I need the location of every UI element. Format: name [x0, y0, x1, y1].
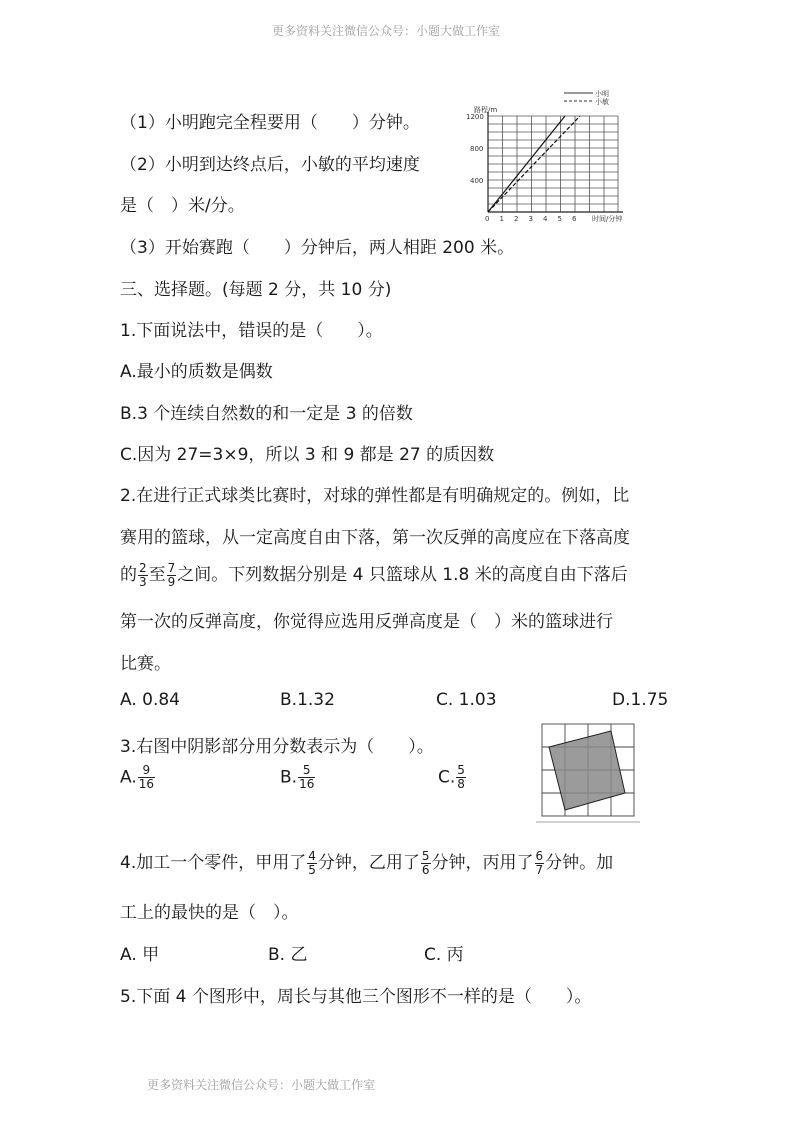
q4-text-mid1: 分钟，乙用了 [317, 853, 420, 873]
x-tick-0: 0 [485, 215, 490, 223]
fraction-5-6: $\frac{5}{6}$ [421, 848, 430, 877]
fraction-9-16: $\frac{9}{16}$ [138, 763, 155, 791]
q1-option-b: B.3 个连续自然数的和一定是 3 的倍数 [120, 404, 413, 424]
q2-option-b: B.1.32 [280, 690, 335, 710]
x-tick-1: 1 [499, 215, 504, 223]
bottom-watermark: 更多资料关注微信公众号：小题大做工作室 [147, 1078, 376, 1092]
q2-option-d: D.1.75 [612, 690, 669, 710]
legend-label-xiaoming: 小明 [595, 90, 609, 98]
x-tick-6: 6 [572, 215, 577, 223]
x-axis-label: 时间/分钟 [592, 215, 623, 223]
q5-stem: 5.下面 4 个图形中，周长与其他三个图形不一样的是（ ）。 [120, 987, 592, 1007]
y-tick-1200: 1200 [466, 113, 484, 121]
q3-a-label: A. [120, 767, 137, 788]
fraction-6-7: $\frac{6}{7}$ [535, 848, 544, 877]
q2-line-5: 比赛。 [120, 654, 171, 674]
q2-line-1: 2.在进行正式球类比赛时，对球的弹性都是有明确规定的。例如，比 [120, 486, 630, 506]
q1-option-a: A.最小的质数是偶数 [120, 362, 273, 382]
q4-text-pre: 4.加工一个零件，甲用了 [120, 853, 307, 873]
q4-line-2: 工上的最快的是（ ）。 [120, 903, 299, 923]
legend-label-xiaomin: 小敏 [595, 98, 609, 106]
q2-text-pre: 的 [120, 565, 137, 585]
fraction-2-3: $\frac{2}{3}$ [139, 560, 147, 589]
q3-option-b [280, 764, 316, 791]
graph-question-1: （1）小明跑完全程要用（ ）分钟。 [120, 113, 420, 133]
q4-option-b: B. 乙 [268, 945, 308, 965]
q2-option-a: A. 0.84 [120, 690, 180, 710]
x-tick-2: 2 [514, 215, 519, 223]
q4-text-mid2: 分钟，丙用了 [431, 853, 534, 873]
section-3-title: 三、选择题。(每题 2 分，共 10 分) [120, 280, 392, 300]
q4-line-1 [120, 848, 613, 877]
q2-line-4: 第一次的反弹高度，你觉得应选用反弹高度是（ ）米的篮球进行 [120, 612, 613, 632]
y-tick-800: 800 [470, 145, 484, 153]
fraction-5-8: $\frac{5}{8}$ [457, 763, 465, 791]
y-tick-400: 400 [470, 177, 484, 185]
q1-stem: 1.下面说法中，错误的是（ ）。 [120, 321, 383, 341]
graph-question-3: （3）开始赛跑（ ）分钟后，两人相距 200 米。 [120, 238, 515, 258]
q1-option-c: C.因为 27=3×9，所以 3 和 9 都是 27 的质因数 [120, 445, 495, 465]
shaded-square-figure [536, 722, 640, 824]
q4-text-post: 分钟。加 [545, 853, 614, 873]
q3-b-label: B. [280, 767, 298, 788]
fraction-7-9: $\frac{7}{9}$ [167, 560, 176, 589]
q2-text-post: 之间。下列数据分别是 4 只篮球从 1.8 米的高度自由下落后 [177, 565, 628, 585]
fraction-5-16: $\frac{5}{16}$ [299, 763, 315, 791]
q2-text-mid: 至 [148, 565, 166, 585]
q4-option-a: A. 甲 [120, 945, 160, 965]
top-watermark: 更多资料关注微信公众号：小题大做工作室 [272, 24, 501, 38]
q3-c-label: C. [438, 767, 456, 788]
distance-time-graph [458, 88, 658, 228]
q2-option-c: C. 1.03 [436, 690, 497, 710]
q3-stem: 3.右图中阴影部分用分数表示为（ ）。 [120, 737, 434, 757]
graph-question-2-cont: 是（ ）米/分。 [120, 196, 245, 216]
x-tick-3: 3 [528, 215, 533, 223]
q2-line-3 [120, 560, 628, 589]
x-tick-4: 4 [543, 215, 548, 223]
q3-option-c [438, 764, 467, 791]
q4-option-c: C. 丙 [424, 945, 464, 965]
graph-question-2: （2）小明到达终点后，小敏的平均速度 [120, 155, 420, 175]
y-axis-label: 路程/m [474, 106, 498, 114]
q3-option-a [120, 764, 156, 791]
q2-line-2: 赛用的篮球，从一定高度自由下落，第一次反弹的高度应在下落高度 [120, 528, 630, 548]
x-tick-5: 5 [557, 215, 562, 223]
shaded-square [549, 731, 625, 810]
fraction-4-5: $\frac{4}{5}$ [308, 848, 316, 877]
